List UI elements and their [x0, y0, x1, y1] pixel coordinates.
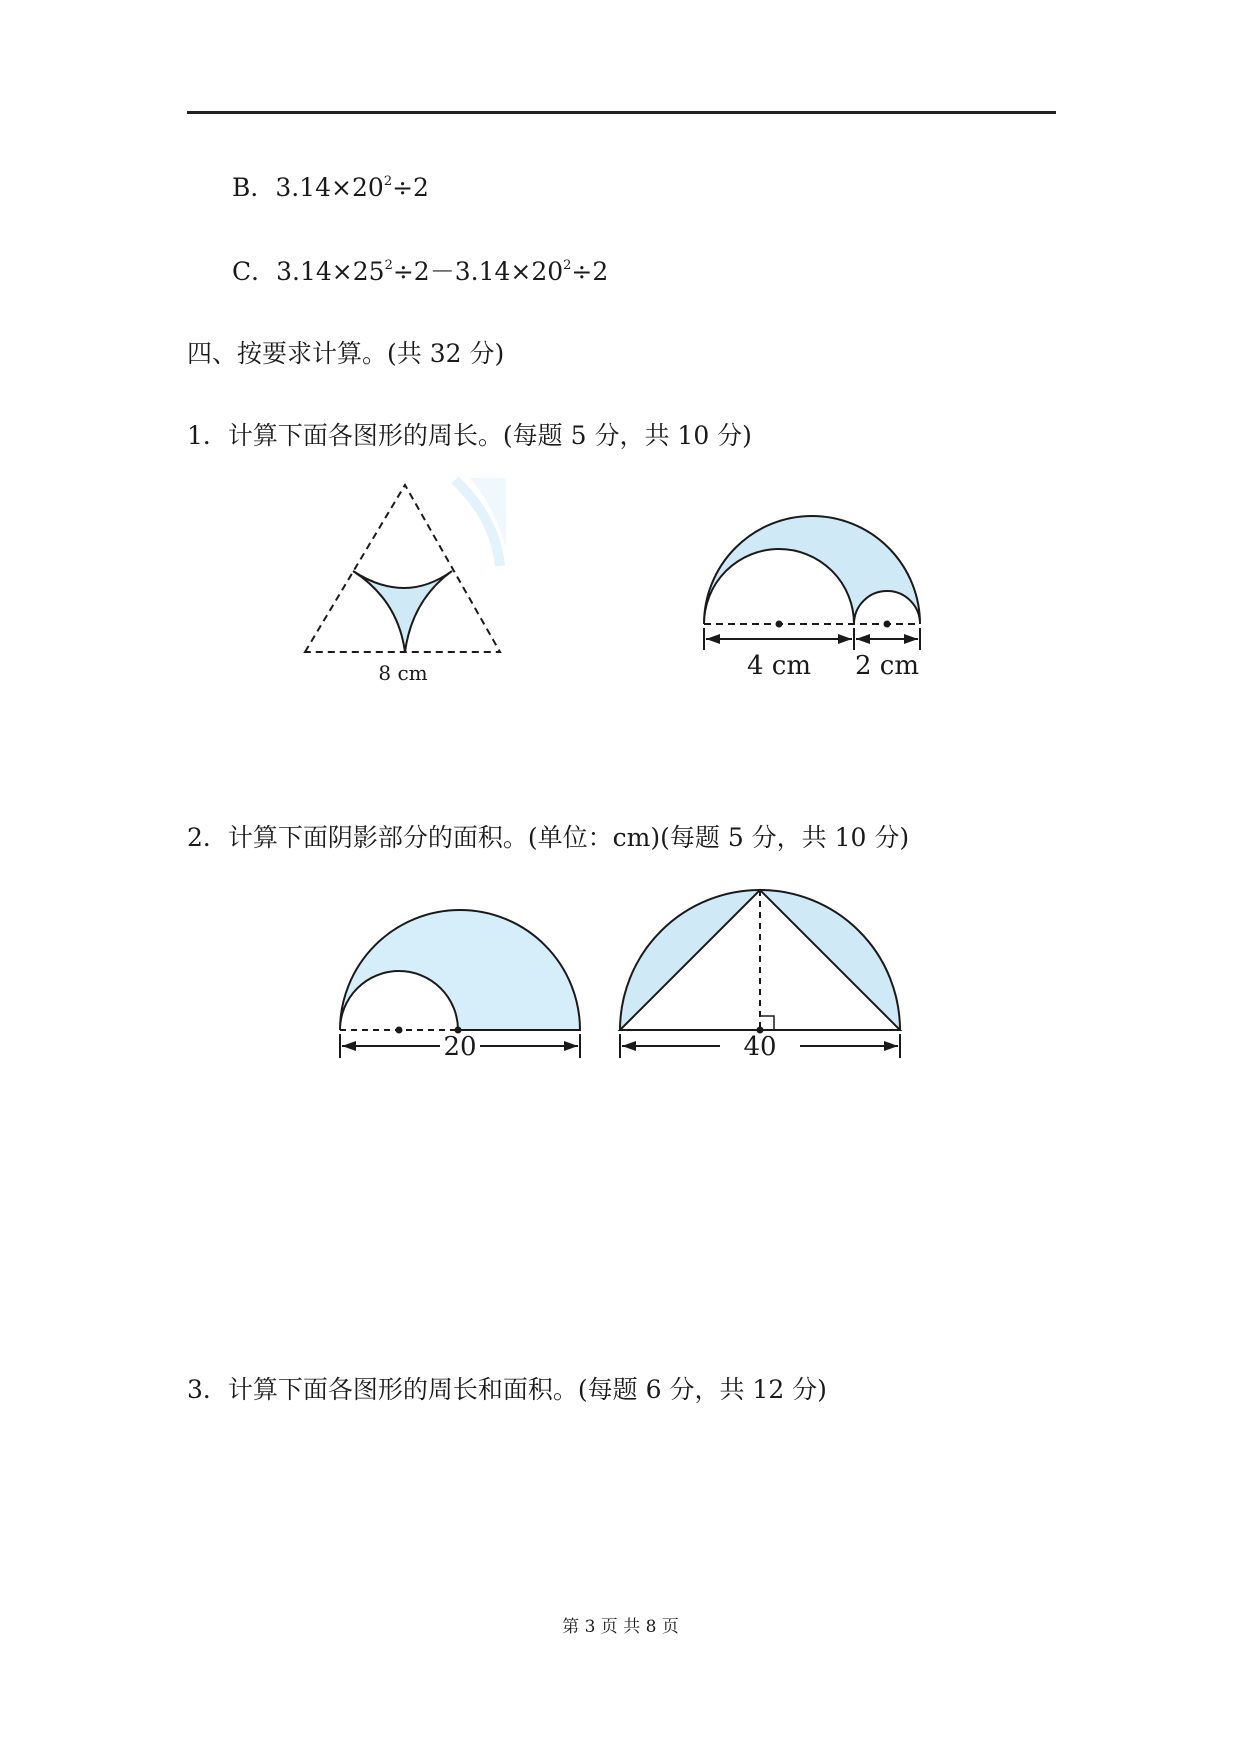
- question-1: 1．计算下面各图形的周长。(每题 5 分，共 10 分): [187, 421, 752, 450]
- arrowhead: [342, 1041, 356, 1051]
- moon-figure: [690, 500, 950, 690]
- semicircle-label: 40: [743, 1032, 777, 1062]
- watermark-fill: [470, 478, 506, 548]
- right-center-dot: [884, 621, 891, 628]
- section-title: 四、按要求计算。(共 32 分): [187, 339, 505, 368]
- triangle-side-label: 8 cm: [378, 661, 428, 685]
- shaded-moon-region: [704, 516, 920, 624]
- arrowhead: [564, 1041, 578, 1051]
- left-center-dot: [776, 621, 783, 628]
- shaded-half-ring: [340, 910, 580, 1030]
- question-2: 2．计算下面阴影部分的面积。(单位：cm)(每题 5 分，共 10 分): [187, 823, 910, 852]
- half-ring-figure: [325, 900, 595, 1075]
- question-3: 3．计算下面各图形的周长和面积。(每题 6 分，共 12 分): [187, 1375, 827, 1404]
- arrowhead: [838, 634, 852, 644]
- half-ring-label: 20: [443, 1032, 477, 1062]
- arrowhead: [856, 634, 870, 644]
- option-c: C．$3.14\times 25^2\div 2-3.14\times 20^2\div 2$: [232, 257, 609, 286]
- option-b: B．$3.14\times 20^2\div 2$: [232, 173, 429, 202]
- shaded-curved-triangle: [353, 571, 452, 652]
- arrowhead: [884, 1041, 898, 1051]
- arrowhead: [622, 1041, 636, 1051]
- arrowhead: [904, 634, 918, 644]
- page-footer: 第 3 页 共 8 页: [562, 1617, 679, 1637]
- semicircle-triangle-figure: [605, 885, 915, 1075]
- arrowhead: [706, 634, 720, 644]
- watermark-mark: [450, 478, 510, 568]
- moon-right-label: 2 cm: [854, 651, 920, 681]
- moon-left-label: 4 cm: [746, 651, 812, 681]
- inner-center-dot: [396, 1027, 403, 1034]
- header-rule: [187, 111, 1056, 114]
